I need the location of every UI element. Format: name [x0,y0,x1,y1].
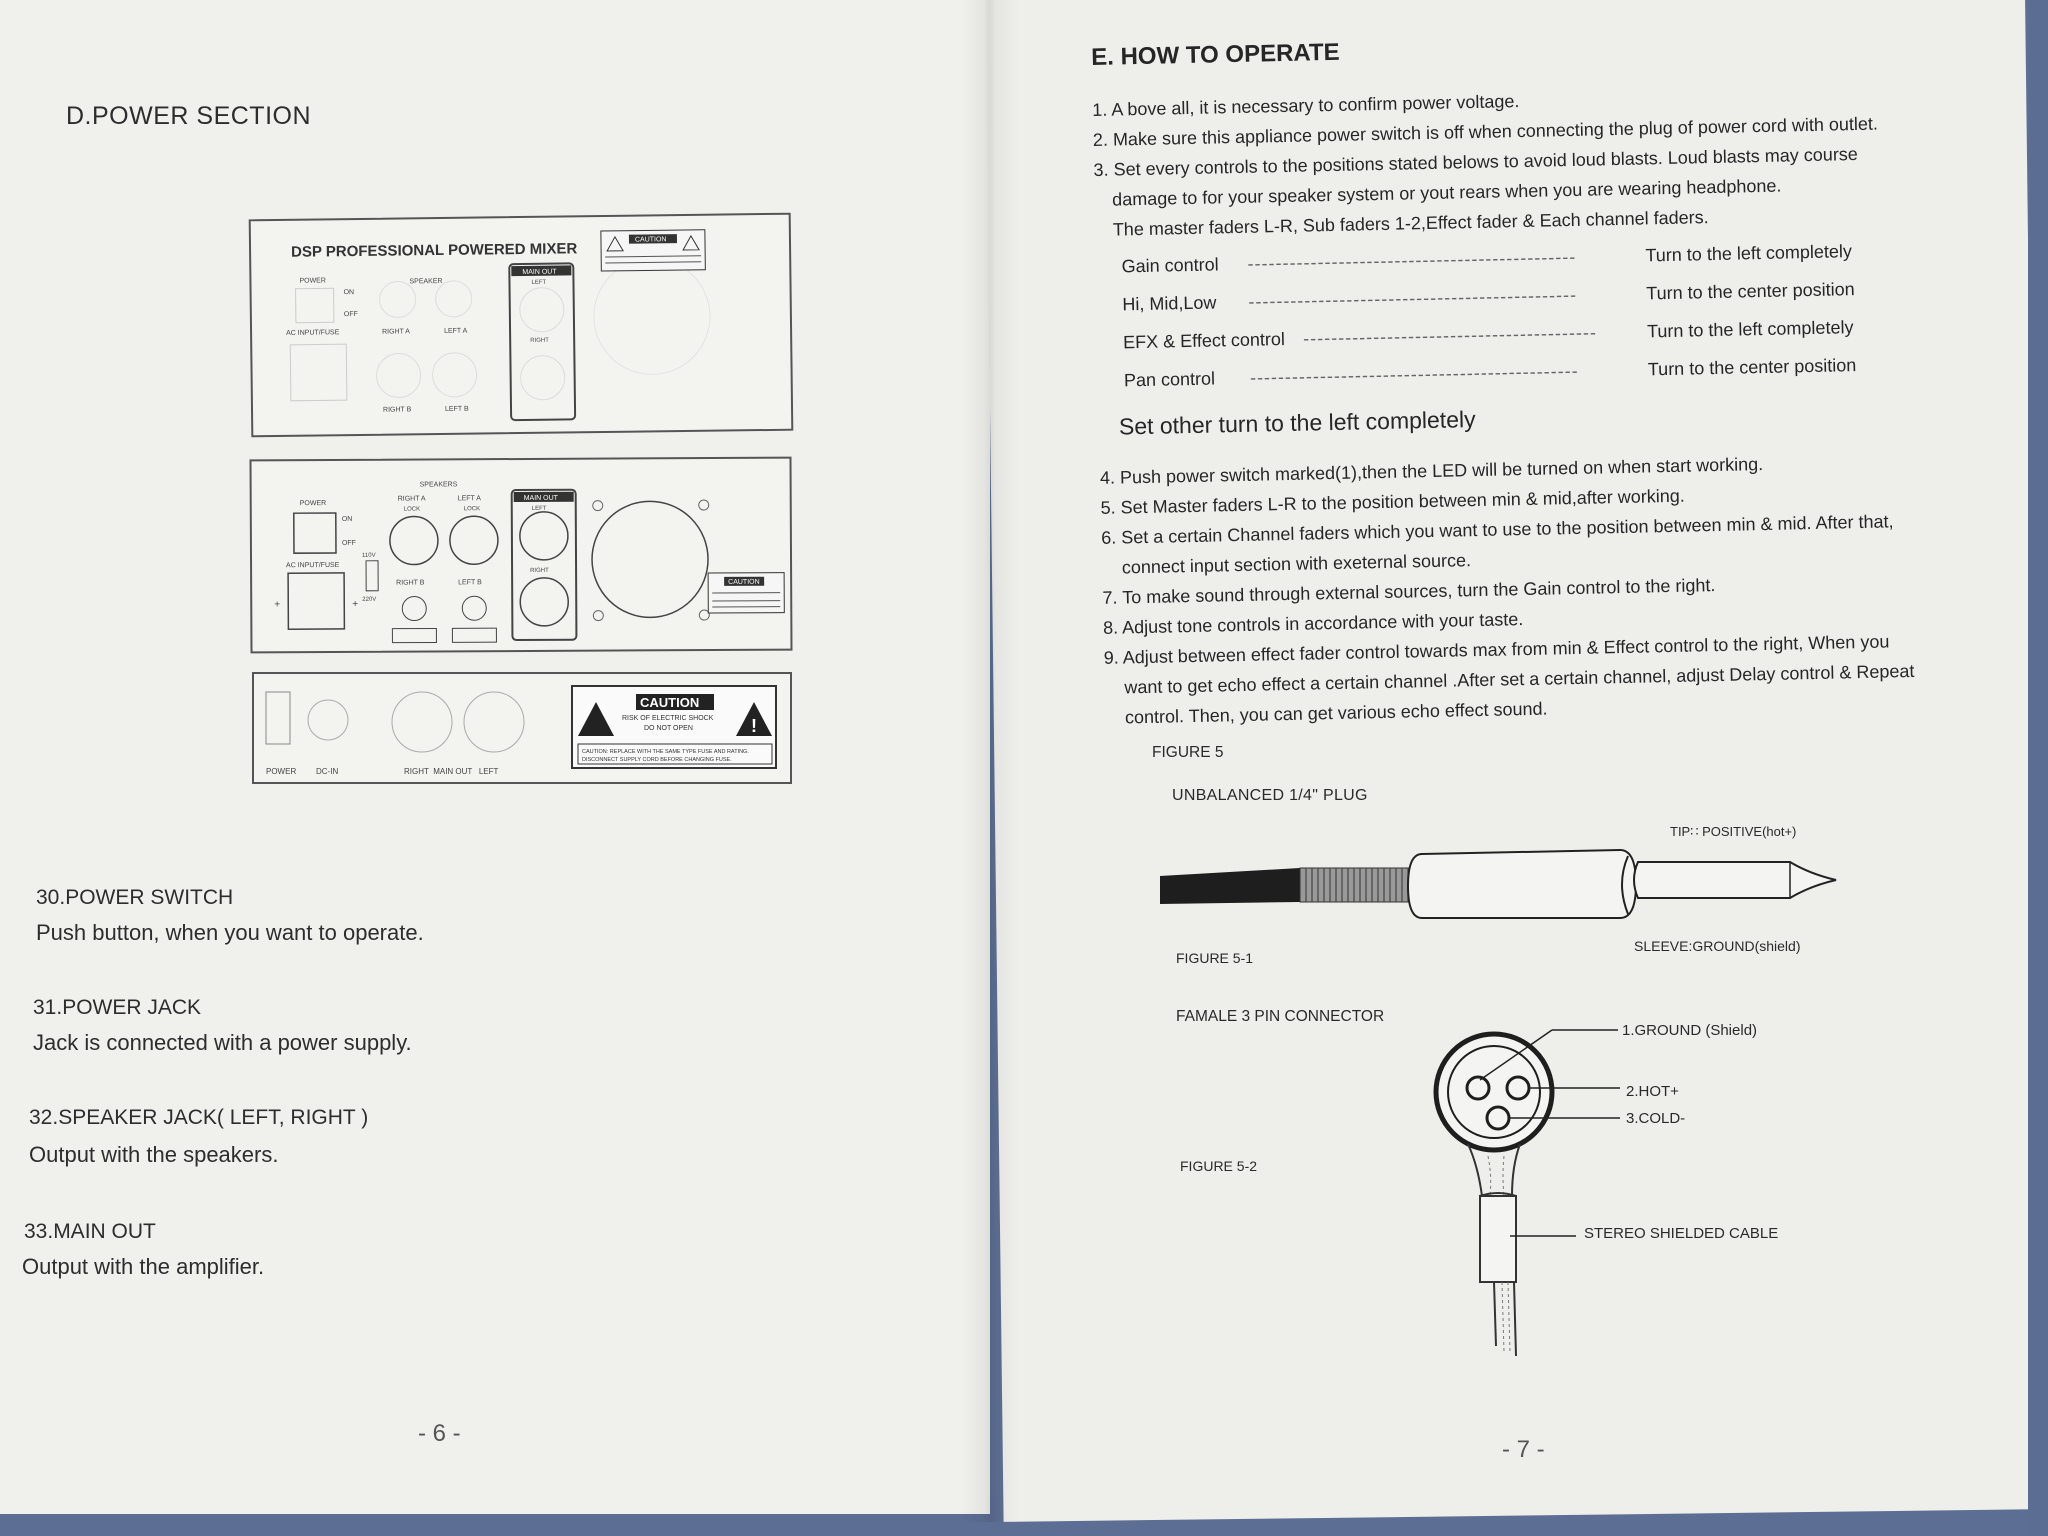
speakon-right-a [390,516,438,564]
item-power-jack-desc: Jack is connected with a power supply. [33,1030,412,1055]
svg-text:ON: ON [343,289,355,297]
book-gutter [960,0,1020,1522]
speaker-jack-outline [379,281,415,317]
voltage-switch [366,561,378,591]
svg-text:+: + [352,598,359,610]
svg-text:CAUTION: CAUTION [634,236,667,244]
pin2-label: 2.HOT+ [1626,1083,1679,1100]
item-main-out-desc: Output with the amplifier. [22,1254,265,1279]
page-number-left: - 6 - [418,1420,461,1447]
svg-text:RIGHT: RIGHT [530,567,549,574]
fan-outline [593,258,710,375]
plug-tip-sleeve [1634,862,1836,898]
step-7: 7. To make sound through external sources, turn the Gain control to the right. [1102,575,1716,608]
svg-text:MAIN OUT: MAIN OUT [522,268,557,276]
svg-text:OFF: OFF [341,539,356,547]
step-6-cont: connect input section with exeternal source. [1121,550,1472,578]
setting-efx-label: EFX & Effect control [1122,328,1286,353]
step-2: 2. Make sure this appliance power switch is off when connecting the plug of power cord with outlet. [1092,113,1879,150]
svg-text:CAUTION: CAUTION [728,578,760,586]
figure5-label: FIGURE 5 [1152,744,1224,761]
pin3-label: 3.COLD- [1626,1110,1686,1127]
panel-front-drawing [252,459,791,652]
jack-left-b [462,596,486,620]
power-switch-box [294,513,336,553]
svg-text:DC-IN: DC-IN [316,767,339,776]
panel-rear-view [252,672,792,784]
svg-text:RIGHT A: RIGHT A [382,328,411,336]
section-title-power: D.POWER SECTION [66,102,312,130]
sleeve-label: SLEEVE:GROUND(shield) [1634,938,1801,954]
svg-text:ON: ON [341,515,353,523]
step-6: 6. Set a certain Channel faders which you want to use to the position between min & mid. After that, [1101,511,1894,548]
svg-text:LEFT B: LEFT B [444,405,469,413]
svg-text:POWER: POWER [299,277,326,285]
power-switch-outline [266,692,290,744]
step-5: 5. Set Master faders L-R to the position between min & mid,after working. [1100,485,1686,518]
set-other-note: Set other turn to the left completely [1118,406,1476,440]
quarter-inch-plug-drawing [1150,840,1850,940]
svg-text:LEFT: LEFT [531,505,547,512]
svg-text:RIGHT B: RIGHT B [396,579,425,587]
panel-title: DSP PROFESSIONAL POWERED MIXER [290,240,578,261]
item-power-switch-title: 30.POWER SWITCH [36,886,234,909]
cable-end [1160,868,1300,904]
svg-text:RIGHT MAIN OUT LEFT: RIGHT MAIN OUT LEFT [404,767,499,776]
svg-text:POWER: POWER [299,500,327,508]
plug-title: UNBALANCED 1/4" PLUG [1172,787,1368,804]
dc-in-outline [308,700,348,740]
svg-text:RIGHT A: RIGHT A [397,495,426,503]
figure5-1-label: FIGURE 5-1 [1176,950,1254,966]
svg-text:POWER: POWER [266,767,297,776]
speaker-jack-outline [376,353,421,398]
speaker-jack-outline [432,353,477,398]
step-3: 3. Set every controls to the positions stated belows to avoid loud blasts. Loud blasts may course [1093,143,1859,180]
pin1-label: 1.GROUND (Shield) [1622,1022,1758,1039]
svg-text:LEFT B: LEFT B [458,579,482,587]
section-title-operate: E. HOW TO OPERATE [1090,38,1340,71]
item-power-jack-title: 31.POWER JACK [33,996,202,1019]
speakon-left-a [450,516,498,564]
page-number-right: - 7 - [1502,1436,1545,1463]
svg-text:DO NOT OPEN: DO NOT OPEN [644,725,693,732]
svg-text:LOCK: LOCK [403,506,421,513]
plug-barrel [1408,850,1636,918]
step-8: 8. Adjust tone controls in accordance with your taste. [1102,609,1524,638]
panel-front-view [249,457,792,654]
step-9-cont: want to get echo effect a certain channel .After set a certain channel, adjust Delay control & Repeat [1124,660,1915,698]
svg-text:LEFT: LEFT [531,279,547,286]
left-output-outline [464,692,524,752]
power-switch-outline [296,288,334,322]
xlr-left [520,512,568,560]
panel-rear-drawing [254,674,790,782]
xlr-right [520,578,568,626]
svg-text:DISCONNECT SUPPLY CORD BEFORE: DISCONNECT SUPPLY CORD BEFORE CHANGING FUSE. [582,757,732,763]
xlr-outer-ring [1436,1034,1552,1150]
cable-label: STEREO SHIELDED CABLE [1584,1225,1779,1242]
svg-text:LEFT A: LEFT A [457,495,481,503]
figure5-2-label: FIGURE 5-2 [1180,1158,1258,1174]
setting-efx-value: Turn to the left completely [1646,317,1854,342]
step-3-faders: The master faders L-R, Sub faders 1-2,Effect fader & Each channel faders. [1112,207,1709,240]
setting-eq-label: Hi, Mid,Low [1122,292,1217,315]
step-1: 1. A bove all, it is necessary to confirm power voltage. [1092,91,1520,120]
right-output-outline [392,692,452,752]
ac-inlet-box [288,573,344,629]
xlr-connector-drawing [1400,1000,1780,1370]
table-edge [2028,0,2048,1536]
item-speaker-jack-title: 32.SPEAKER JACK( LEFT, RIGHT ) [29,1106,369,1129]
item-main-out-title: 33.MAIN OUT [24,1220,156,1243]
step-9-end: control. Then, you can get various echo effect sound. [1124,698,1548,728]
svg-text:RIGHT: RIGHT [530,337,549,344]
fan-grille [592,501,709,618]
svg-text:!: ! [751,716,757,736]
svg-text:LEFT A: LEFT A [444,327,468,335]
svg-text:110V: 110V [361,552,376,559]
item-speaker-jack-desc: Output with the speakers. [29,1142,279,1167]
connector-title: FAMALE 3 PIN CONNECTOR [1176,1008,1385,1025]
svg-text:AC INPUT/FUSE: AC INPUT/FUSE [286,561,340,570]
speaker-jack-outline [435,281,471,317]
item-power-switch-desc: Push button, when you want to operate. [36,920,424,945]
svg-text:SPEAKERS: SPEAKERS [419,481,458,489]
svg-text:+: + [274,599,281,611]
step-3-cont: damage to for your speaker system or yout rears when you are wearing headphone. [1111,175,1782,210]
panel-top-drawing [251,215,792,436]
svg-text:RISK OF ELECTRIC SHOCK: RISK OF ELECTRIC SHOCK [622,715,714,722]
panel-top-view [249,213,794,438]
svg-text:OFF: OFF [343,310,358,319]
setting-eq-value: Turn to the center position [1646,279,1855,304]
svg-text:AC INPUT/FUSE: AC INPUT/FUSE [286,329,340,337]
setting-gain-value: Turn to the left completely [1645,241,1853,266]
svg-text:SPEAKER: SPEAKER [409,277,443,286]
svg-text:LOCK: LOCK [463,506,481,513]
setting-pan-label: Pan control [1123,368,1216,391]
tip-label: TIP∷ POSITIVE(hot+) [1670,824,1797,839]
svg-text:MAIN OUT: MAIN OUT [523,494,558,502]
cable-sleeve [1480,1196,1516,1282]
ac-inlet-outline [290,344,347,401]
setting-pan-value: Turn to the center position [1647,355,1857,380]
svg-text:220V: 220V [362,596,377,603]
svg-text:CAUTION: REPLACE WITH THE SAME: CAUTION: REPLACE WITH THE SAME TYPE FUSE AND RATING. [582,749,749,755]
step-4: 4. Push power switch marked(1),then the LED will be turned on when start working. [1099,454,1764,488]
step-9: 9. Adjust between effect fader control towards max from min & Effect control to the right, When you [1103,631,1890,668]
jack-right-b [402,596,426,620]
svg-text:RIGHT B: RIGHT B [382,406,412,414]
svg-text:CAUTION: CAUTION [640,695,700,710]
setting-gain-label: Gain control [1121,254,1219,277]
